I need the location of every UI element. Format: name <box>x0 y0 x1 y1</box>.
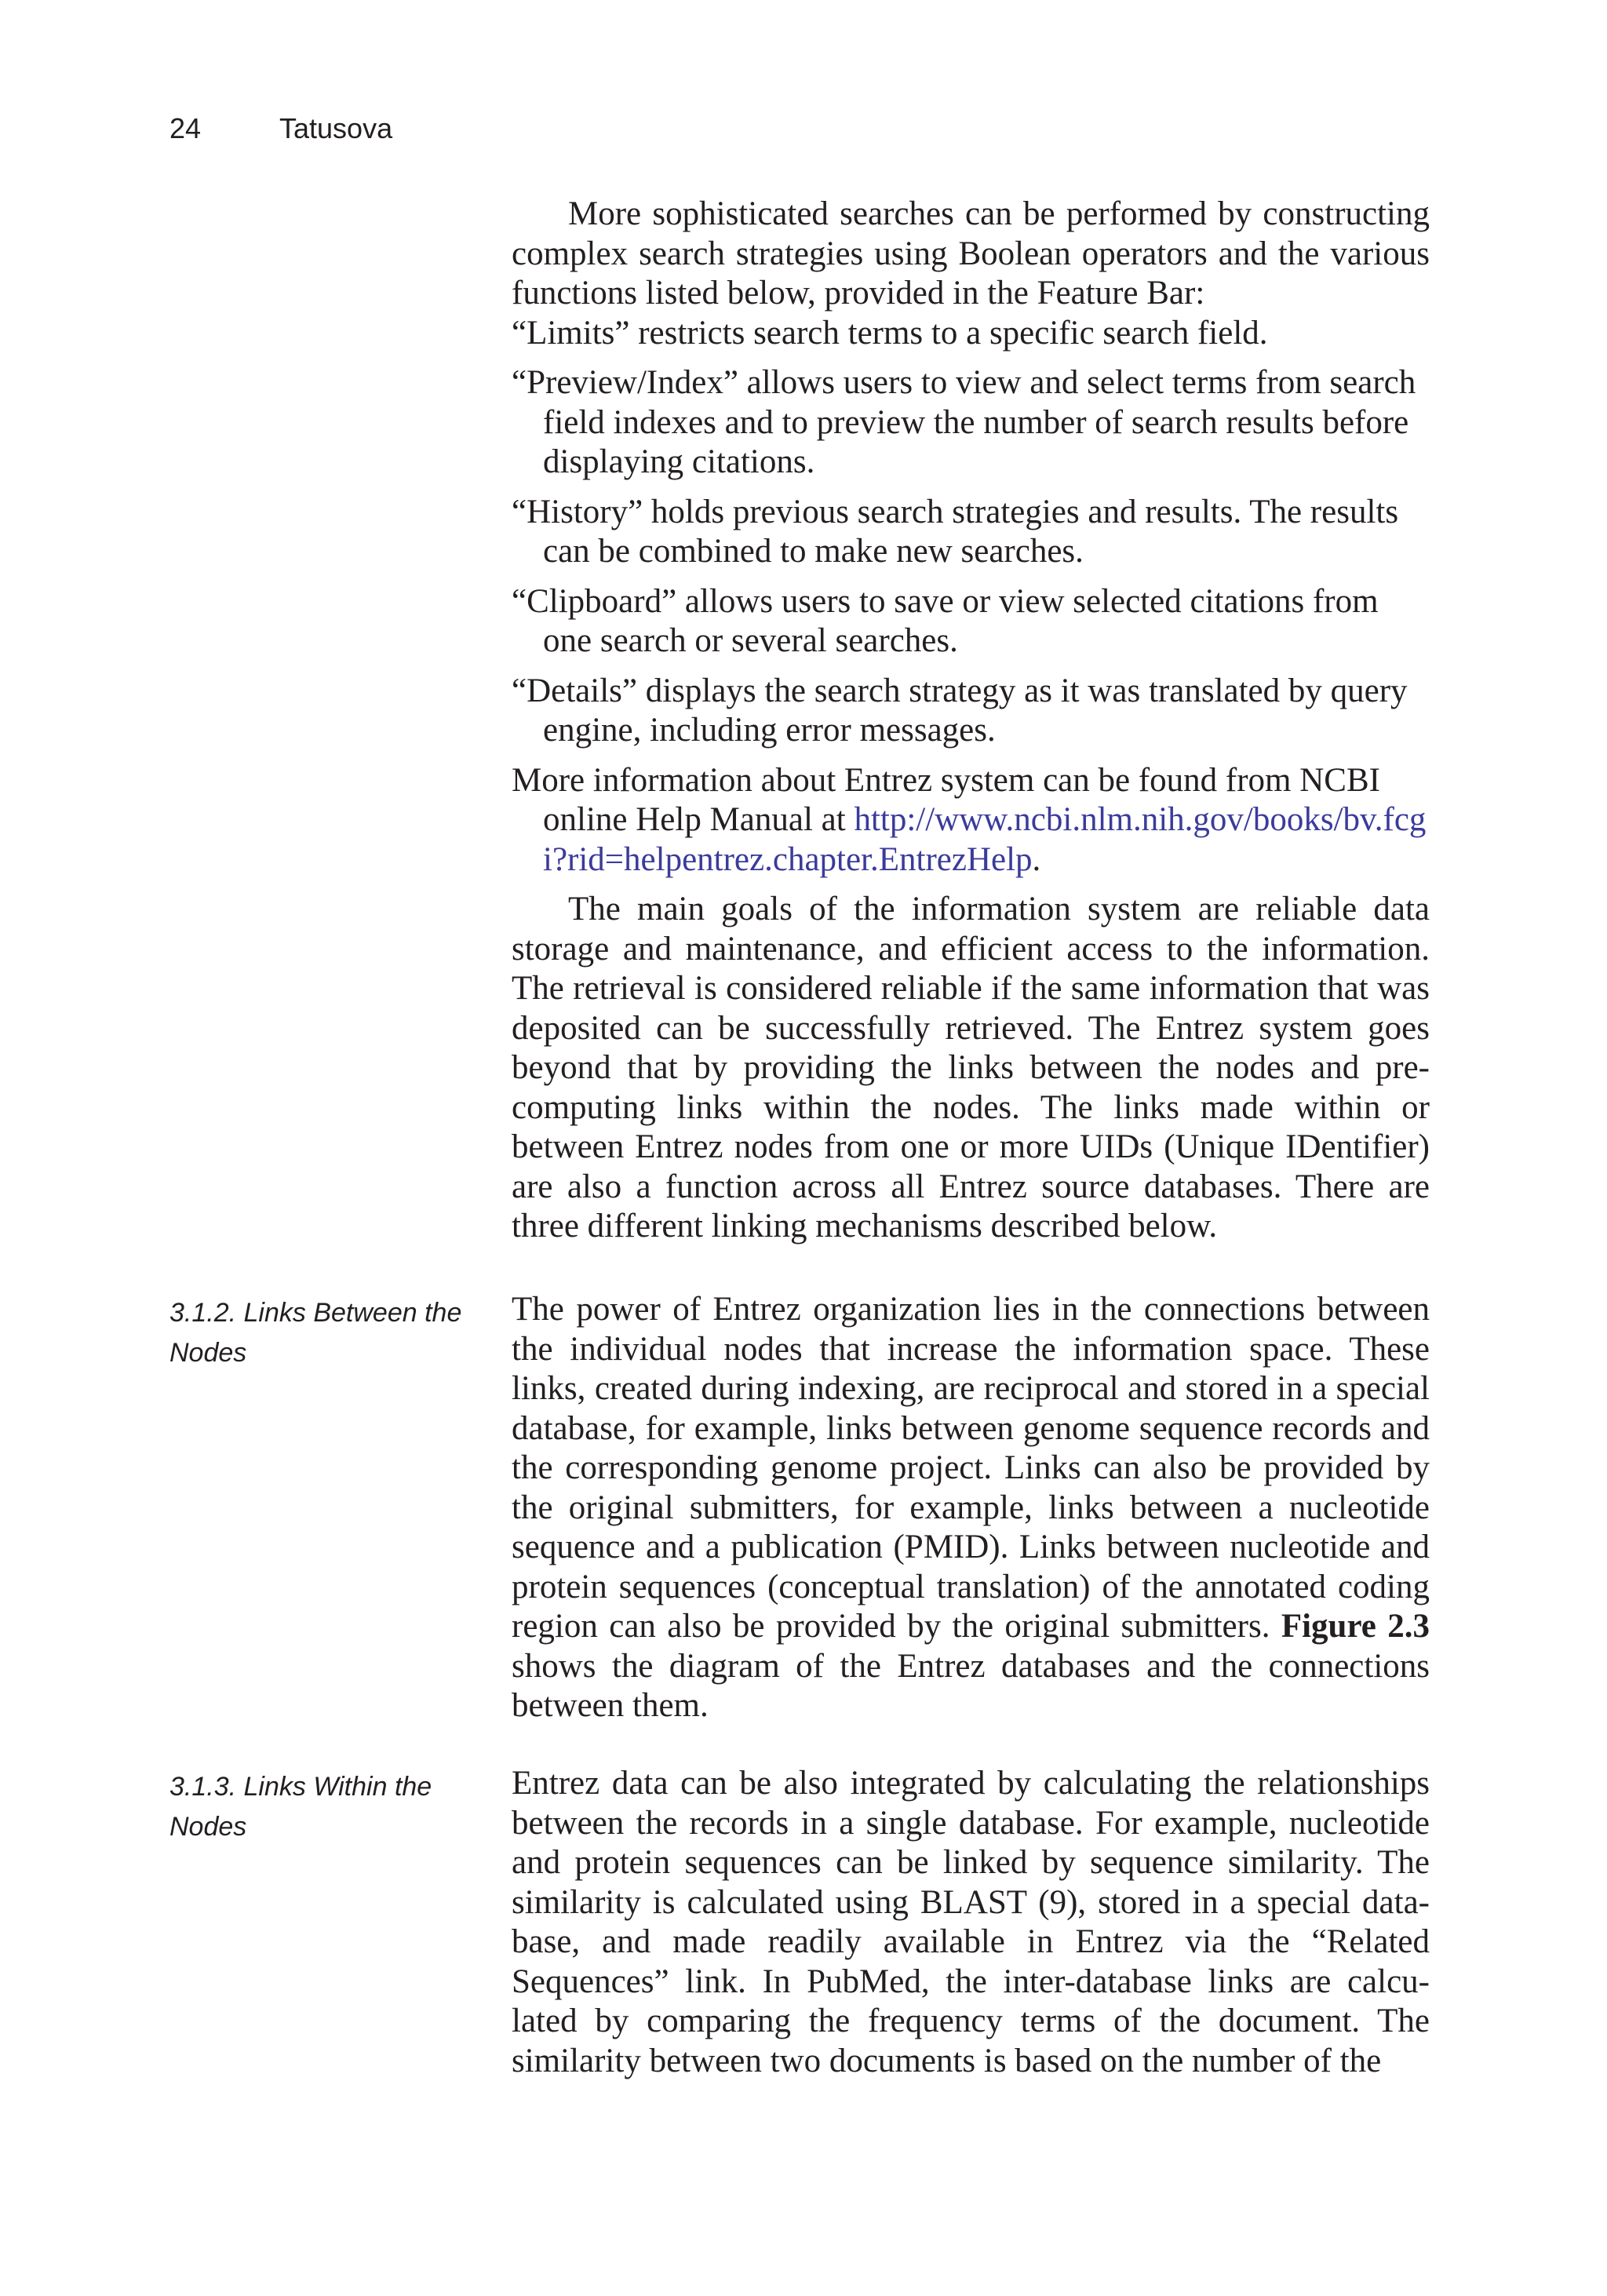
list-item-clipboard: “Clipboard” allows users to save or view selected citations from one search or several searches. <box>512 582 1379 659</box>
section-feature-bar <box>512 195 1430 1247</box>
figure-reference: Figure 2.3 <box>1281 1608 1430 1645</box>
section-heading-links-within: 3.1.3. Links Within the Nodes <box>169 1772 432 1842</box>
section-links-between <box>512 1290 1430 1726</box>
links-between-paragraph <box>512 1290 1430 1726</box>
entrez-help-link[interactable]: http://www.ncbi.nlm.nih.gov/books/bv.fcgi?rid=helpentrez.chapter.EntrezHelp <box>543 801 1427 878</box>
section-heading-links-between: 3.1.2. Links Between the Nodes <box>169 1298 462 1368</box>
page-number: 24 <box>169 112 202 144</box>
links-between-text-end: shows the diagram of the Entrez databases and the connections between them. <box>512 1647 1430 1724</box>
list-item-details: “Details” displays the search strategy as it was translated by query engine, including error messages. <box>512 672 1408 749</box>
running-head-author: Tatusova <box>279 112 393 144</box>
more-info-paragraph <box>512 761 1430 880</box>
goals-paragraph: The main goals of the information system are reliable data storage and maintenance, and efficient access to the information. The retrieval is considered reliable if the same information that was deposited can be successfully retrieved. The Entrez system goes beyond that by providing the links between the nodes and pre-computing links within the nodes. The links made within or between Entrez nodes from one or more UIDs (Unique IDentifier) are also a function across all Entrez source databases. There are three different linking mechanisms described below. <box>512 891 1430 1245</box>
running-head <box>169 110 392 148</box>
more-info-end: . <box>1032 840 1041 878</box>
section-links-within <box>512 1764 1430 2081</box>
more-info-text: More information about Entrez system can be found from NCBI online Help Manual at <box>512 761 1380 838</box>
links-within-paragraph: Entrez data can be also integrated by calculating the relationships between the records in a single database. For example, nucleotide and protein sequences can be linked by sequence similarity. The similarity is calculated using BLAST (9), stored in a special data-base, and made readily available in Entrez via the “Related Sequences” link. In PubMed, the inter-database links are calcu-lated by comparing the frequency terms of the document. The similarity between two documents is based on the number of the <box>512 1765 1430 2079</box>
intro-paragraph: More sophisticated searches can be performed by constructing complex search strategies using Boolean operators and the various functions listed below, provided in the Feature Bar: <box>512 195 1430 312</box>
list-item-history: “History” holds previous search strategies and results. The results can be combined to make new searches. <box>512 493 1399 570</box>
links-between-text: The power of Entrez organization lies in the connections between the individual nodes that increase the information space. These links, created during indexing, are reciprocal and stored in a special database, for example, links between genome sequence records and the corresponding genome project. Links can also be provided by the original submitters, for example, links between a nucleotide sequence and a publication (PMID). Links between nucleotide and protein sequences (conceptual translation) of the annotated coding region can also be provided by the original submitters. <box>512 1291 1430 1645</box>
list-item-limits: “Limits” restricts search terms to a specific search field. <box>512 314 1268 352</box>
list-item-preview-index: “Preview/Index” allows users to view and select terms from search field indexes and to preview the number of search results before displaying citations. <box>512 364 1416 480</box>
